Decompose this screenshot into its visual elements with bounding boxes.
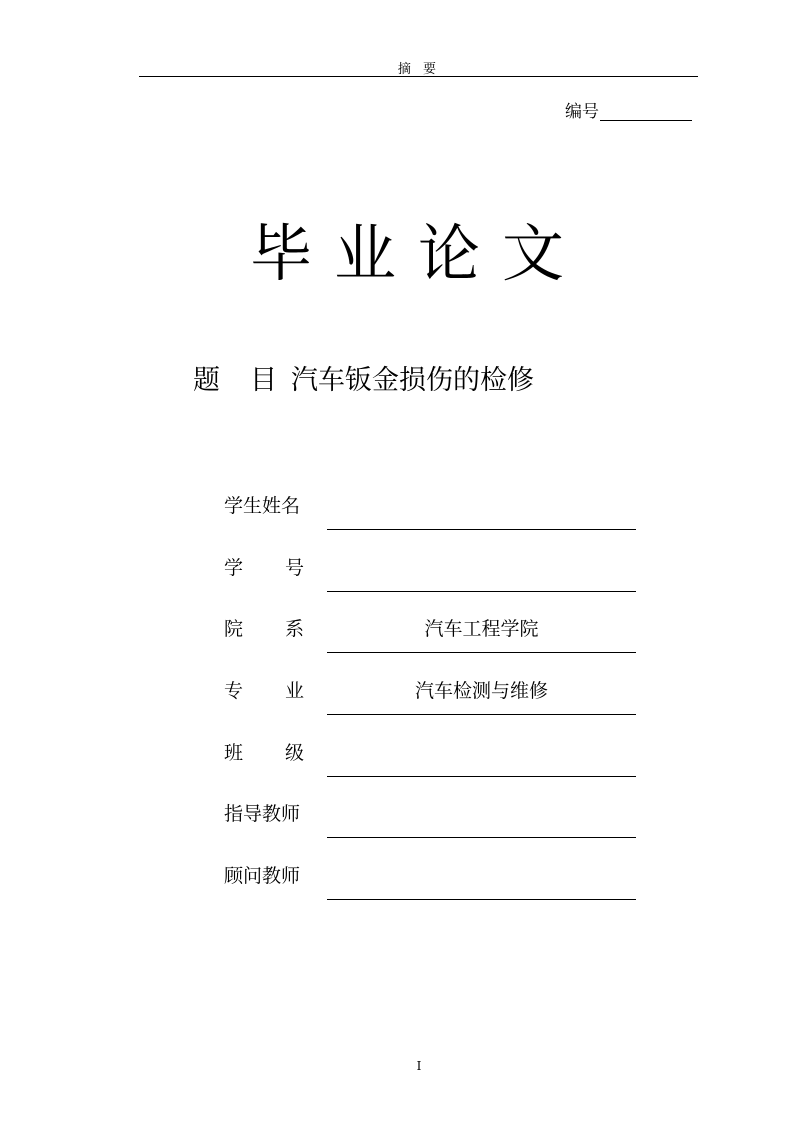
field-label-char: 级	[284, 742, 304, 764]
serial-number-blank	[600, 102, 692, 121]
field-underline	[327, 714, 636, 715]
field-label-char: 业	[284, 680, 304, 702]
field-class	[224, 741, 636, 781]
field-label: 顾问教师	[224, 865, 301, 887]
field-label-char: 系	[284, 618, 304, 640]
field-major	[224, 679, 636, 719]
page-number: I	[416, 1059, 422, 1073]
field-label	[224, 741, 304, 765]
field-underline	[327, 652, 636, 653]
field-student-name	[224, 494, 636, 534]
field-advisor	[224, 864, 636, 904]
header-rule	[139, 76, 698, 77]
field-label-char: 专	[224, 680, 244, 702]
field-underline	[327, 899, 636, 900]
field-label	[224, 679, 304, 703]
field-underline	[327, 776, 636, 777]
field-label-char: 学	[224, 557, 244, 579]
main-title: 毕业论文	[250, 217, 587, 290]
field-label: 指导教师	[224, 803, 301, 825]
field-label	[224, 617, 304, 641]
field-label-char: 班	[224, 742, 244, 764]
field-label-char: 号	[284, 557, 304, 579]
field-label: 学生姓名	[224, 495, 301, 517]
topic-value: 汽车钣金损伤的检修	[291, 365, 534, 396]
field-label-char: 院	[224, 618, 244, 640]
field-underline	[327, 591, 636, 592]
field-supervisor	[224, 802, 636, 842]
field-label	[224, 556, 304, 580]
serial-number-field	[565, 102, 692, 122]
field-student-id	[224, 556, 636, 596]
topic-label: 题目	[193, 365, 307, 396]
field-value: 汽车检测与维修	[414, 680, 548, 702]
serial-number-label: 编号	[565, 102, 599, 122]
thesis-topic	[193, 364, 534, 398]
running-header: 摘 要	[397, 62, 441, 77]
field-underline	[327, 837, 636, 838]
field-underline	[327, 529, 636, 530]
field-department	[224, 617, 636, 657]
field-value: 汽车工程学院	[424, 618, 539, 640]
